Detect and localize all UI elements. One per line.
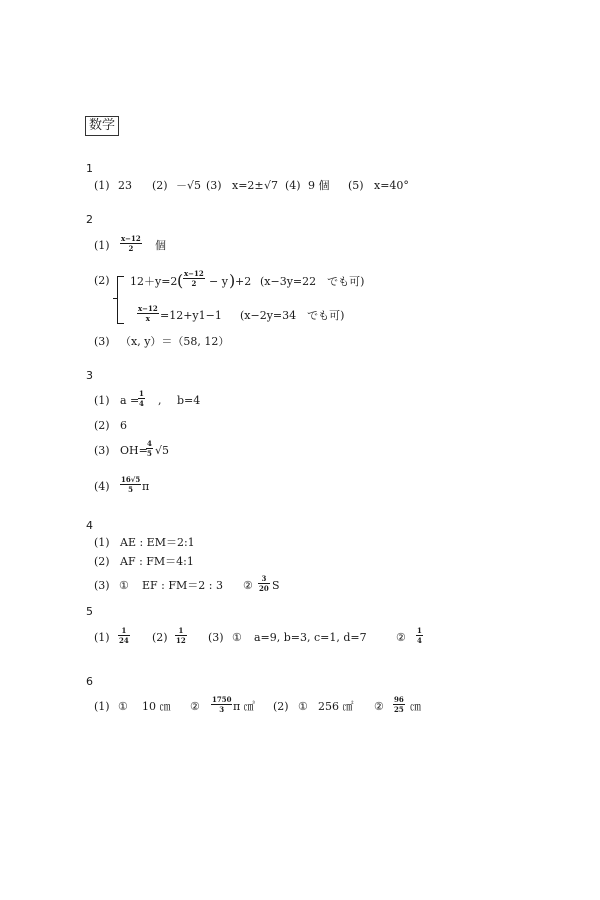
circled-number: ①: [119, 579, 129, 592]
page-title: 数学: [85, 116, 119, 136]
answer-unit: π ㎤: [233, 700, 255, 713]
answer-value: x=40°: [374, 179, 409, 192]
section-5-number: 5: [86, 605, 93, 618]
fraction-numerator: 1: [175, 627, 187, 636]
fraction: [258, 575, 270, 592]
fraction-numerator: x−12: [121, 234, 141, 243]
answer-value: S: [272, 579, 280, 592]
answer-text: OH=: [120, 444, 148, 457]
fraction-numerator: 96: [394, 695, 404, 704]
answer-label: (1): [94, 239, 110, 252]
answer-label: (3): [206, 179, 222, 192]
fraction: [183, 270, 205, 287]
answer-label: (2): [152, 179, 168, 192]
answer-unit: ㎝: [410, 700, 421, 713]
answer-value: （x, y）＝（58, 12）: [120, 335, 230, 348]
answer-value: 9 個: [308, 179, 330, 192]
fraction-denominator: 5: [147, 449, 152, 458]
answer-value: b=4: [177, 394, 201, 407]
answer-label: (2): [152, 631, 168, 644]
answer-label: (1): [94, 179, 110, 192]
circled-number: ②: [396, 631, 406, 644]
circled-number: ①: [298, 700, 308, 713]
section-3-number: 3: [86, 369, 93, 382]
answer-value: π: [142, 480, 150, 493]
fraction-denominator: 3: [219, 705, 225, 714]
answer-label: (2): [94, 419, 110, 432]
fraction-denominator: 4: [139, 399, 144, 408]
fraction: [146, 440, 153, 457]
answer-value: 10 ㎝: [142, 700, 171, 713]
paren-close: ): [229, 271, 236, 290]
fraction-denominator: 12: [176, 636, 186, 645]
fraction: [393, 696, 405, 713]
answer-label: (1): [94, 536, 110, 549]
answer-label: (3): [94, 579, 110, 592]
fraction-denominator: 24: [119, 636, 129, 645]
answer-unit: 個: [155, 239, 166, 252]
fraction: [137, 305, 159, 322]
fraction: [138, 390, 145, 407]
fraction: [120, 476, 141, 493]
answer-value: AF : FM＝4:1: [120, 555, 194, 568]
fraction-denominator: 2: [128, 244, 134, 253]
answer-label: (3): [94, 444, 110, 457]
fraction-denominator: 25: [394, 705, 404, 714]
fraction-numerator: 1750: [212, 695, 232, 704]
system-brace-tick: [113, 298, 117, 299]
answer-label: (3): [208, 631, 224, 644]
equation-1-left: 12＋y=2: [130, 275, 178, 288]
answer-value: √7: [264, 179, 279, 192]
fraction-denominator: x: [145, 314, 150, 323]
answer-label: (4): [94, 480, 110, 493]
fraction-numerator: x−12: [138, 304, 158, 313]
answer-label: (2): [273, 700, 289, 713]
answer-value: AE : EM＝2:1: [120, 536, 195, 549]
answer-label: (1): [94, 394, 110, 407]
circled-number: ②: [374, 700, 384, 713]
fraction-denominator: 4: [417, 636, 422, 645]
fraction-numerator: 4: [147, 439, 152, 448]
fraction: [120, 235, 142, 252]
fraction-denominator: 5: [128, 485, 134, 494]
circled-number: ②: [243, 579, 253, 592]
system-brace: [117, 276, 124, 324]
equation-1-right: +2: [235, 275, 252, 288]
equation-1-middle: − y: [209, 275, 228, 288]
answer-label: (3): [94, 335, 110, 348]
answer-text: a =: [120, 394, 140, 407]
answer-label: (2): [94, 555, 110, 568]
answer-value: 23: [118, 179, 132, 192]
answer-value: 6: [120, 419, 127, 432]
fraction-numerator: 1: [118, 627, 130, 636]
section-1-number: 1: [86, 162, 93, 175]
answer-label: (5): [348, 179, 364, 192]
fraction-denominator: 20: [259, 584, 269, 593]
circled-number: ①: [118, 700, 128, 713]
fraction: [416, 627, 423, 644]
answer-label: (2): [94, 274, 110, 287]
fraction-numerator: x−12: [184, 269, 204, 278]
answer-value: EF : FM＝2 : 3: [142, 579, 223, 592]
fraction-numerator: 1: [139, 389, 144, 398]
circled-number: ①: [232, 631, 242, 644]
fraction-denominator: 2: [191, 279, 197, 288]
answer-value: √5: [187, 179, 202, 192]
circled-number: ②: [190, 700, 200, 713]
equation-1-note: (x−3y=22 でも可): [260, 275, 365, 288]
section-4-number: 4: [86, 519, 93, 532]
separator: ,: [158, 394, 162, 407]
answer-value: －: [176, 179, 187, 192]
fraction-numerator: 16√5: [121, 475, 141, 484]
answer-label: (4): [285, 179, 301, 192]
answer-value: x=2±: [232, 179, 264, 192]
section-6-number: 6: [86, 675, 93, 688]
section-2-number: 2: [86, 213, 93, 226]
answer-value: √5: [155, 444, 170, 457]
fraction-numerator: 1: [417, 626, 422, 635]
answer-value: 256 ㎠: [318, 700, 354, 713]
fraction: [175, 627, 187, 644]
equation-2-rest: =12+y1−1: [160, 309, 222, 322]
answer-label: (1): [94, 631, 110, 644]
answer-value: a=9, b=3, c=1, d=7: [254, 631, 367, 644]
fraction: [118, 627, 130, 644]
fraction: [211, 696, 232, 713]
equation-2-note: (x−2y=34 でも可): [240, 309, 345, 322]
fraction-numerator: 3: [258, 575, 270, 584]
answer-label: (1): [94, 700, 110, 713]
paren-open: (: [177, 271, 184, 290]
